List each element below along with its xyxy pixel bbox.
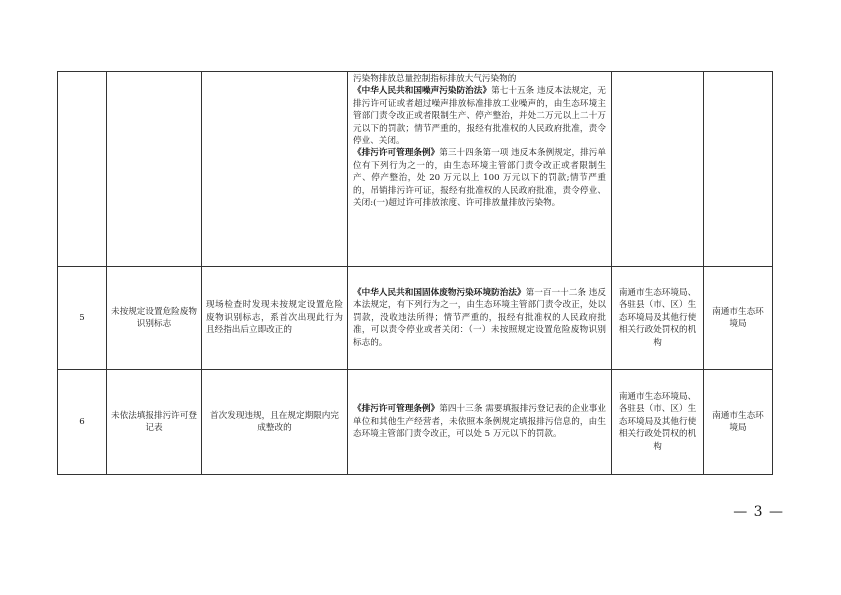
- violation-item: 未依法填报排污许可登记表: [107, 370, 202, 475]
- enforcement-agency: 南通市生态环境局、各驻县（市、区）生态环境局及其他行使相关行政处罚权的机构: [612, 370, 704, 475]
- enforcement-agency: 南通市生态环境局、各驻县（市、区）生态环境局及其他行使相关行政处罚权的机构: [612, 267, 704, 370]
- law-name: 《排污许可管理条例》: [353, 404, 440, 415]
- violation-item: [107, 72, 202, 267]
- table-row: [58, 267, 773, 370]
- responsible-org: [704, 72, 773, 267]
- responsible-org: 南通市生态环境局: [704, 267, 773, 370]
- table-row: [58, 370, 773, 475]
- law-name: 《中华人民共和国固体废物污染环境防治法》: [353, 287, 526, 298]
- legal-basis: [348, 72, 612, 267]
- mitigating-condition: 现场检查时发现未按规定设置危险废物识别标志，系首次出现此行为且经指出后立即改正的: [202, 267, 348, 370]
- penalty-table: [57, 71, 773, 475]
- legal-basis: [348, 370, 612, 475]
- row-number: [58, 72, 107, 267]
- responsible-org: 南通市生态环境局: [704, 370, 773, 475]
- law-paragraph: 《排污许可管理条例》第四十三条 需要填报排污登记表的企业事业单位和其他生产经营者，未依照本条例规定填报排污信息的，由生态环境主管部门责令改正，可以处 5 万元以下的罚款。: [353, 404, 606, 440]
- violation-item: 未按规定设置危险废物识别标志: [107, 267, 202, 370]
- table-row: [58, 72, 773, 267]
- row-number: 5: [58, 267, 107, 370]
- law-name: 《排污许可管理条例》: [353, 148, 440, 159]
- law-name: 《中华人民共和国噪声污染防治法》: [353, 86, 492, 97]
- enforcement-agency: [612, 72, 704, 267]
- law-paragraph: 《中华人民共和国噪声污染防治法》第七十五条 违反本法规定，无排污许可证或者超过噪声排放标准排放工业噪声的，由生态环境主管部门责令改正或者限制生产、停产整治，并处二万元以上二十万元以下的罚款；情节严重的，报经有批准权的人民政府批准，责令停业、关闭。: [353, 86, 606, 147]
- legal-basis: [348, 267, 612, 370]
- row-number: 6: [58, 370, 107, 475]
- mitigating-condition: [202, 72, 348, 267]
- law-paragraph: 《中华人民共和国固体废物污染环境防治法》第一百一十二条 违反本法规定，有下列行为之一，由生态环境主管部门责令改正，处以罚款，没收违法所得；情节严重的，报经有批准权的人民政府批准，可以责令停业或者关闭：（一）未按照规定设置危险废物识别标志的。: [353, 287, 606, 348]
- page-number: — 3 —: [733, 504, 784, 520]
- law-paragraph: 《排污许可管理条例》第三十四条第一项 违反本条例规定，排污单位有下列行为之一的，由生态环境主管部门责令改正或者限制生产、停产整治，处 20 万元以上 100 万元以下的罚款;情节严重的，吊销排污许可证，报经有批准权的人民政府批准，责令停业、关闭:(一)超过许可排放浓度、许可排放量排放污染物。: [353, 148, 606, 209]
- mitigating-condition: 首次发现违规，且在规定期限内完成整改的: [202, 370, 348, 475]
- law-paragraph: 污染物排放总量控制指标排放大气污染物的: [353, 74, 517, 84]
